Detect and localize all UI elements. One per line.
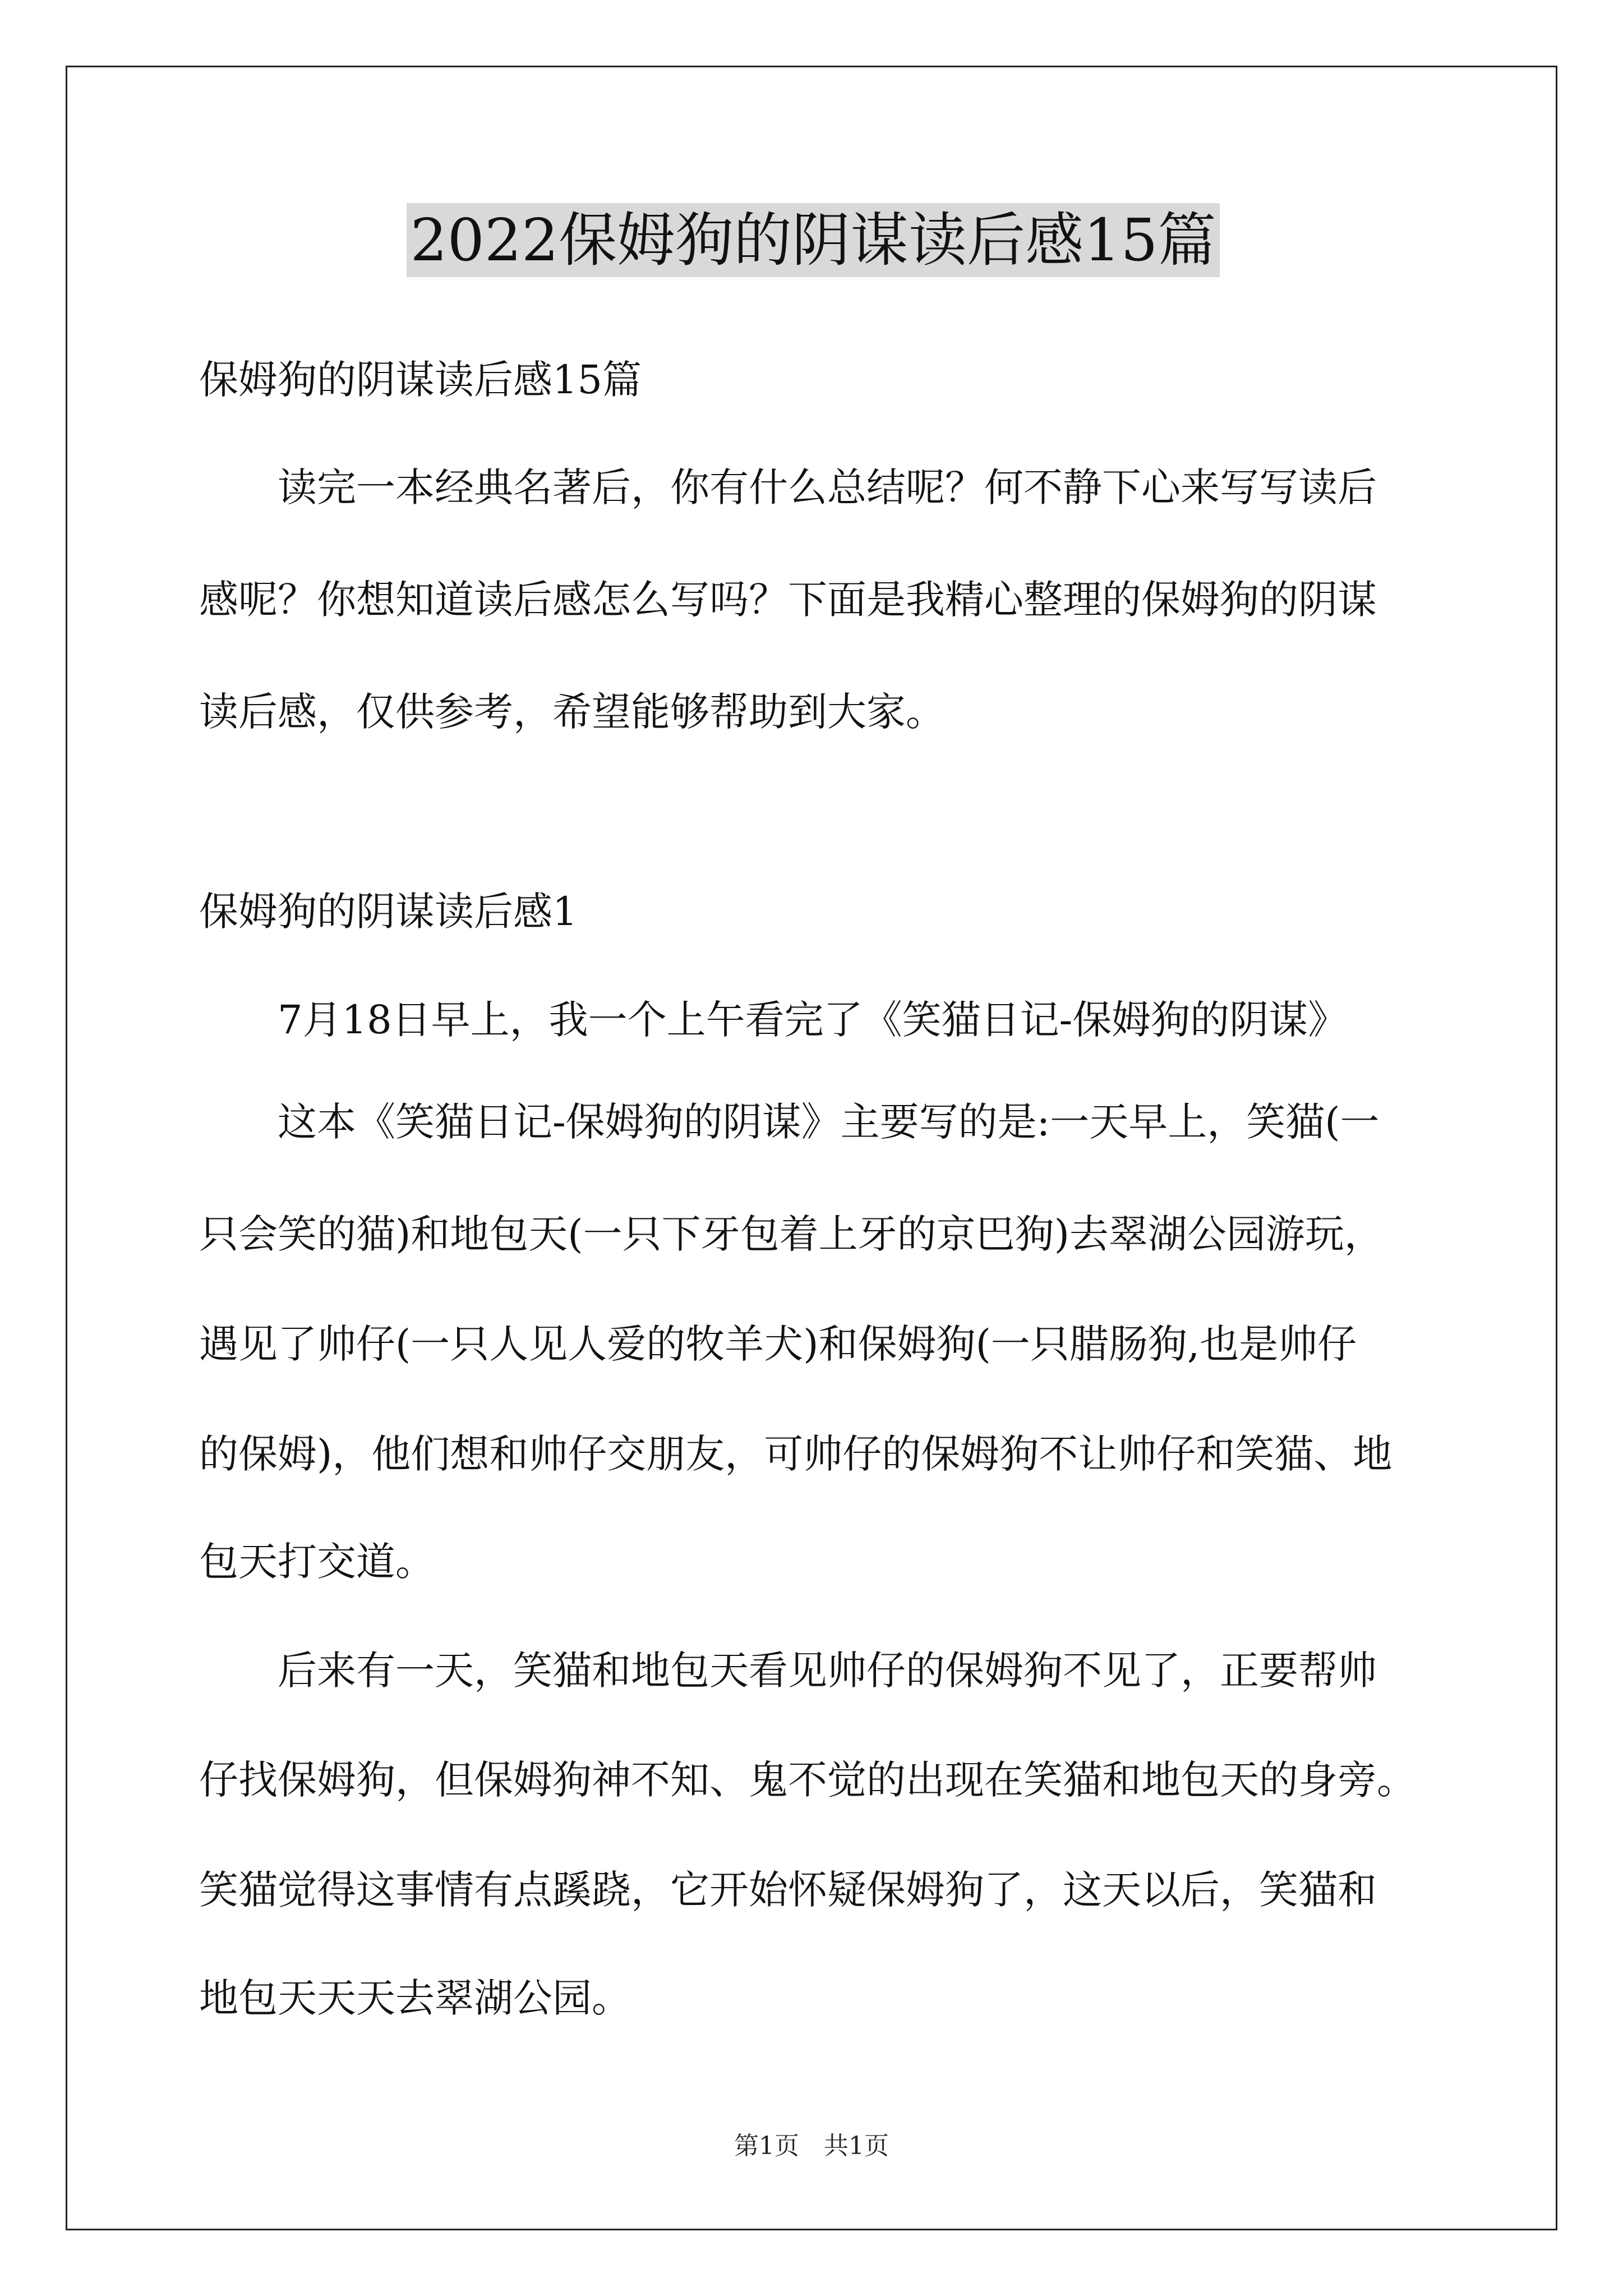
paragraph-line: 后来有一天，笑猫和地包天看见帅仔的保姆狗不见了，正要帮帅: [278, 1648, 1377, 1694]
paragraph-line: 7月18日早上，我一个上午看完了《笑猫日记-保姆狗的阴谋》: [278, 997, 1348, 1043]
paragraph-line: 的保姆)，他们想和帅仔交朋友，可帅仔的保姆狗不让帅仔和笑猫、地: [199, 1431, 1393, 1477]
intro-line: 感呢？你想知道读后感怎么写吗？下面是我精心整理的保姆狗的阴谋: [199, 577, 1377, 623]
section-heading: 保姆狗的阴谋读后感1: [199, 889, 578, 935]
paragraph-line: 仔找保姆狗，但保姆狗神不知、鬼不觉的出现在笑猫和地包天的身旁。: [199, 1757, 1416, 1803]
page-footer: 第1页 共1页: [734, 2132, 889, 2160]
document-title: 2022保姆狗的阴谋读后感15篇: [407, 203, 1219, 277]
paragraph-line: 包天打交道。: [199, 1539, 435, 1585]
intro-line: 读后感，仅供参考，希望能够帮助到大家。: [199, 689, 945, 735]
paragraph-line: 笑猫觉得这事情有点蹊跷，它开始怀疑保姆狗了，这天以后，笑猫和: [199, 1867, 1377, 1913]
paragraph-line: 这本《笑猫日记-保姆狗的阴谋》主要写的是:一天早上，笑猫(一: [278, 1099, 1380, 1145]
paragraph-line: 地包天天天去翠湖公园。: [199, 1975, 631, 2021]
subtitle: 保姆狗的阴谋读后感15篇: [199, 357, 642, 403]
title-container: [199, 203, 1427, 277]
paragraph-line: 只会笑的猫)和地包天(一只下牙包着上牙的京巴狗)去翠湖公园游玩，: [199, 1211, 1384, 1257]
intro-line: 读完一本经典名著后，你有什么总结呢？何不静下心来写写读后: [278, 464, 1377, 510]
paragraph-line: 遇见了帅仔(一只人见人爱的牧羊犬)和保姆狗(一只腊肠狗,也是帅仔: [199, 1321, 1357, 1367]
